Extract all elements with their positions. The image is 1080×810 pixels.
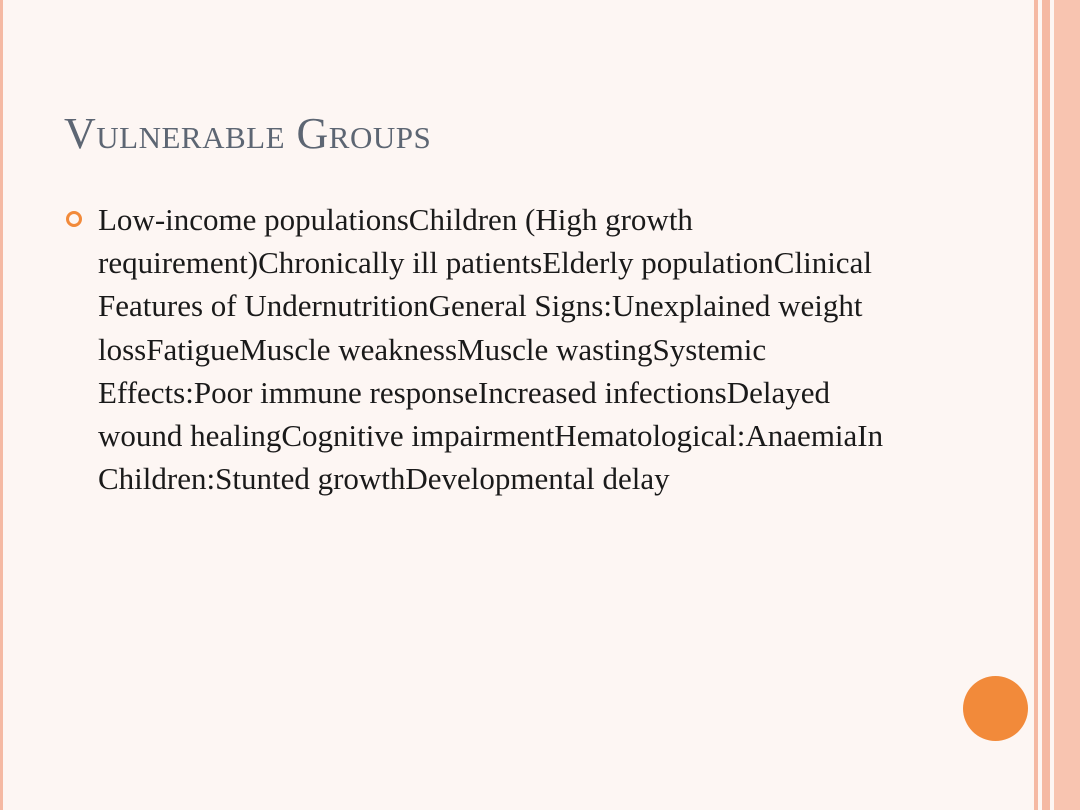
slide-title: Vulnerable Groups: [64, 109, 432, 158]
right-frame-outer-band: [1054, 0, 1080, 810]
slide-content: [64, 198, 904, 500]
orange-circle-decoration-icon: [963, 676, 1028, 741]
bullet-item: [64, 198, 904, 500]
bullet-text: Low-income populationsChildren (High growth requirement)Chronically ill patientsElderly populationClinical Features of UndernutritionGeneral Signs:Unexplained weight lossFatigueMuscle weaknessMuscle wastingSystemic Effects:Poor immune responseIncreased infectionsDelayed wound healingCognitive impairmentHematological:AnaemiaIn Children:Stunted growthDevelopmental delay: [98, 202, 884, 497]
left-frame-line: [0, 0, 3, 810]
right-frame-band: [1042, 0, 1050, 810]
bullet-circle-icon: [66, 211, 82, 227]
